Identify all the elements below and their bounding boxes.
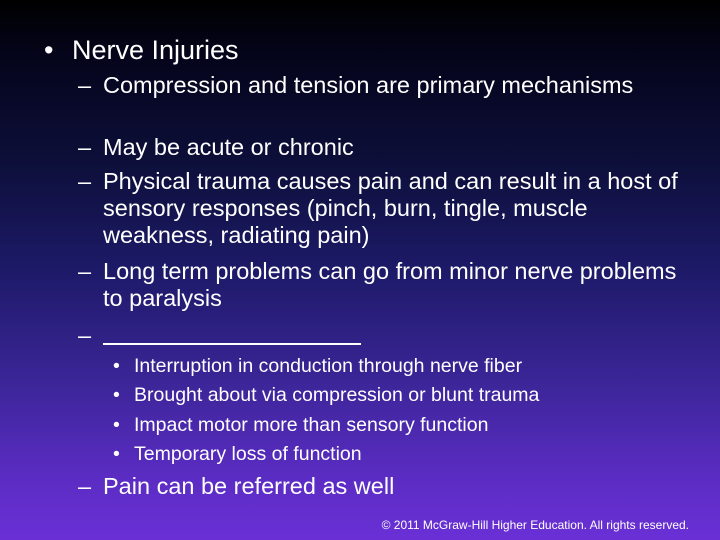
copyright-footer: © 2011 McGraw-Hill Higher Education. All rights reserved. bbox=[381, 518, 689, 532]
point-text: Physical trauma causes pain and can result in a host of sensory responses (pinch, burn, tingle, muscle weakness, radiating pain) bbox=[103, 168, 678, 248]
sub-point-compression-trauma bbox=[113, 383, 539, 407]
dash-marker: – bbox=[78, 322, 92, 348]
heading-title: Nerve Injuries bbox=[72, 35, 239, 65]
sub-bullet: • bbox=[113, 384, 120, 406]
point-acute-chronic bbox=[78, 134, 698, 161]
blank-fill-line bbox=[103, 322, 361, 345]
dash-marker: – bbox=[78, 134, 92, 160]
dash-marker: – bbox=[78, 72, 92, 98]
point-text: May be acute or chronic bbox=[103, 134, 354, 160]
point-text: Long term problems can go from minor nerve problems to paralysis bbox=[103, 258, 677, 311]
sub-point-text: Temporary loss of function bbox=[134, 443, 362, 465]
point-physical-trauma bbox=[78, 168, 698, 249]
point-pain-referred bbox=[78, 473, 698, 500]
point-text: Pain can be referred as well bbox=[103, 473, 395, 499]
sub-point-motor bbox=[113, 413, 488, 437]
sub-bullet: • bbox=[113, 414, 120, 436]
sub-point-text: Impact motor more than sensory function bbox=[134, 414, 489, 436]
dash-marker: – bbox=[78, 168, 92, 194]
point-long-term bbox=[78, 258, 698, 312]
point-blank bbox=[78, 322, 698, 351]
heading-item bbox=[44, 34, 239, 66]
sub-bullet: • bbox=[113, 443, 120, 465]
sub-point-text: Interruption in conduction through nerve fiber bbox=[134, 355, 523, 377]
dash-marker: – bbox=[78, 258, 92, 284]
sub-point-interruption bbox=[113, 354, 522, 378]
heading-bullet: • bbox=[44, 35, 54, 65]
sub-point-temporary-loss bbox=[113, 442, 362, 466]
dash-marker: – bbox=[78, 473, 92, 499]
point-compression bbox=[78, 72, 698, 99]
sub-bullet: • bbox=[113, 355, 120, 377]
point-text: Compression and tension are primary mechanisms bbox=[103, 72, 634, 98]
sub-point-text: Brought about via compression or blunt trauma bbox=[134, 384, 540, 406]
